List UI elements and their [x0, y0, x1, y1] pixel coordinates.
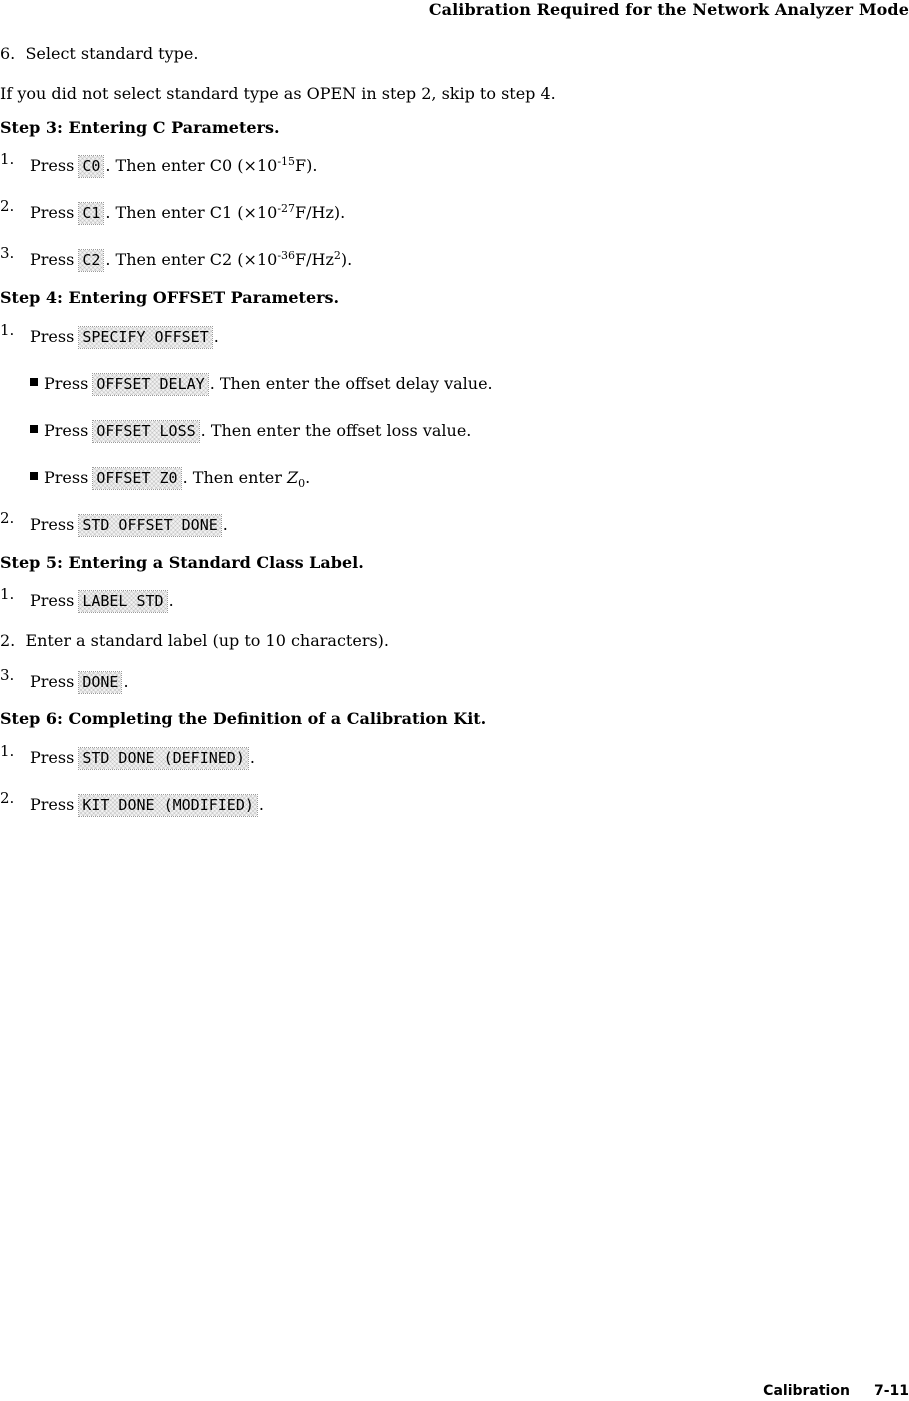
bullet-icon — [30, 378, 38, 386]
instruction-text: . Then enter the offset loss value. — [200, 421, 472, 440]
press-label: Press — [30, 156, 75, 175]
specify-offset-softkey[interactable]: SPECIFY OFFSET — [79, 327, 211, 348]
instruction-text: . Then enter the offset delay value. — [209, 374, 493, 393]
press-label: Press — [30, 327, 75, 346]
c1-softkey[interactable]: C1 — [79, 203, 103, 224]
instruction-text: . Then enter C2 (×10 — [105, 250, 278, 269]
exponent: -36 — [277, 249, 296, 262]
item-number: 2. — [0, 197, 15, 215]
instruction-text: . — [168, 591, 174, 610]
offset-z0-softkey[interactable]: OFFSET Z0 — [93, 468, 180, 489]
unit-text: F/Hz). — [295, 203, 346, 222]
press-label: Press — [30, 795, 75, 814]
step5-item-2 — [0, 631, 389, 650]
unit-text: F/Hz — [295, 250, 334, 269]
item-number: 1. — [0, 742, 15, 760]
step6-heading: Step 6: Completing the Definition of a Calibration Kit. — [0, 709, 487, 728]
step4-heading: Step 4: Entering OFFSET Parameters. — [0, 288, 340, 307]
bullet-offset-delay — [30, 374, 493, 393]
bullet-offset-loss — [30, 421, 471, 440]
kit-done-modified-softkey[interactable]: KIT DONE (MODIFIED) — [79, 795, 257, 816]
bullet-icon — [30, 425, 38, 433]
press-label: Press — [30, 203, 75, 222]
instruction-text: . — [123, 672, 129, 691]
press-label: Press — [30, 515, 75, 534]
exponent: -27 — [277, 202, 296, 215]
item-number: 3. — [0, 244, 15, 262]
unit-text-end: ). — [340, 250, 353, 269]
step3-heading: Step 3: Entering C Parameters. — [0, 118, 280, 137]
item-number: 2. — [0, 631, 16, 650]
item-6 — [0, 44, 198, 63]
item-text: Select standard type. — [25, 44, 199, 63]
item-number: 1. — [0, 321, 15, 339]
skip-note: If you did not select standard type as OPEN in step 2, skip to step 4. — [0, 84, 556, 103]
instruction-text: . Then enter C0 (×10 — [105, 156, 278, 175]
z-subscript: 0 — [298, 477, 306, 491]
instruction-text: . Then enter C1 (×10 — [105, 203, 278, 222]
press-label: Press — [44, 421, 89, 440]
running-header: Calibration Required for the Network Analyzer Mode — [428, 0, 909, 19]
instruction-text: . — [249, 748, 255, 767]
instruction-text: . — [222, 515, 228, 534]
press-label: Press — [44, 374, 89, 393]
press-label: Press — [30, 748, 75, 767]
item-text: Enter a standard label (up to 10 characters). — [25, 631, 389, 650]
bullet-offset-z0 — [30, 468, 310, 490]
item-number: 6. — [0, 44, 16, 63]
item-number: 3. — [0, 666, 15, 684]
page-number: 7-11 — [873, 1383, 909, 1399]
page-footer — [763, 1383, 909, 1399]
instruction-text: . — [213, 327, 219, 346]
press-label: Press — [30, 672, 75, 691]
unit-text: F). — [295, 156, 318, 175]
label-std-softkey[interactable]: LABEL STD — [79, 591, 166, 612]
step5-heading: Step 5: Entering a Standard Class Label. — [0, 553, 364, 572]
instruction-text: . — [258, 795, 264, 814]
std-done-defined-softkey[interactable]: STD DONE (DEFINED) — [79, 748, 248, 769]
exponent-2: 2 — [333, 249, 341, 262]
press-label: Press — [44, 468, 89, 487]
press-label: Press — [30, 591, 75, 610]
item-number: 2. — [0, 509, 15, 527]
bullet-icon — [30, 472, 38, 480]
end-period: . — [305, 468, 311, 487]
offset-delay-softkey[interactable]: OFFSET DELAY — [93, 374, 207, 395]
c0-softkey[interactable]: C0 — [79, 156, 103, 177]
done-softkey[interactable]: DONE — [79, 672, 121, 693]
footer-section: Calibration — [763, 1383, 850, 1399]
c2-softkey[interactable]: C2 — [79, 250, 103, 271]
item-number: 1. — [0, 150, 15, 168]
std-offset-done-softkey[interactable]: STD OFFSET DONE — [79, 515, 220, 536]
exponent: -15 — [277, 155, 296, 168]
item-number: 2. — [0, 789, 15, 807]
item-number: 1. — [0, 585, 15, 603]
instruction-text: . Then enter — [182, 468, 288, 487]
z-symbol: Z — [287, 468, 299, 487]
press-label: Press — [30, 250, 75, 269]
offset-loss-softkey[interactable]: OFFSET LOSS — [93, 421, 198, 442]
